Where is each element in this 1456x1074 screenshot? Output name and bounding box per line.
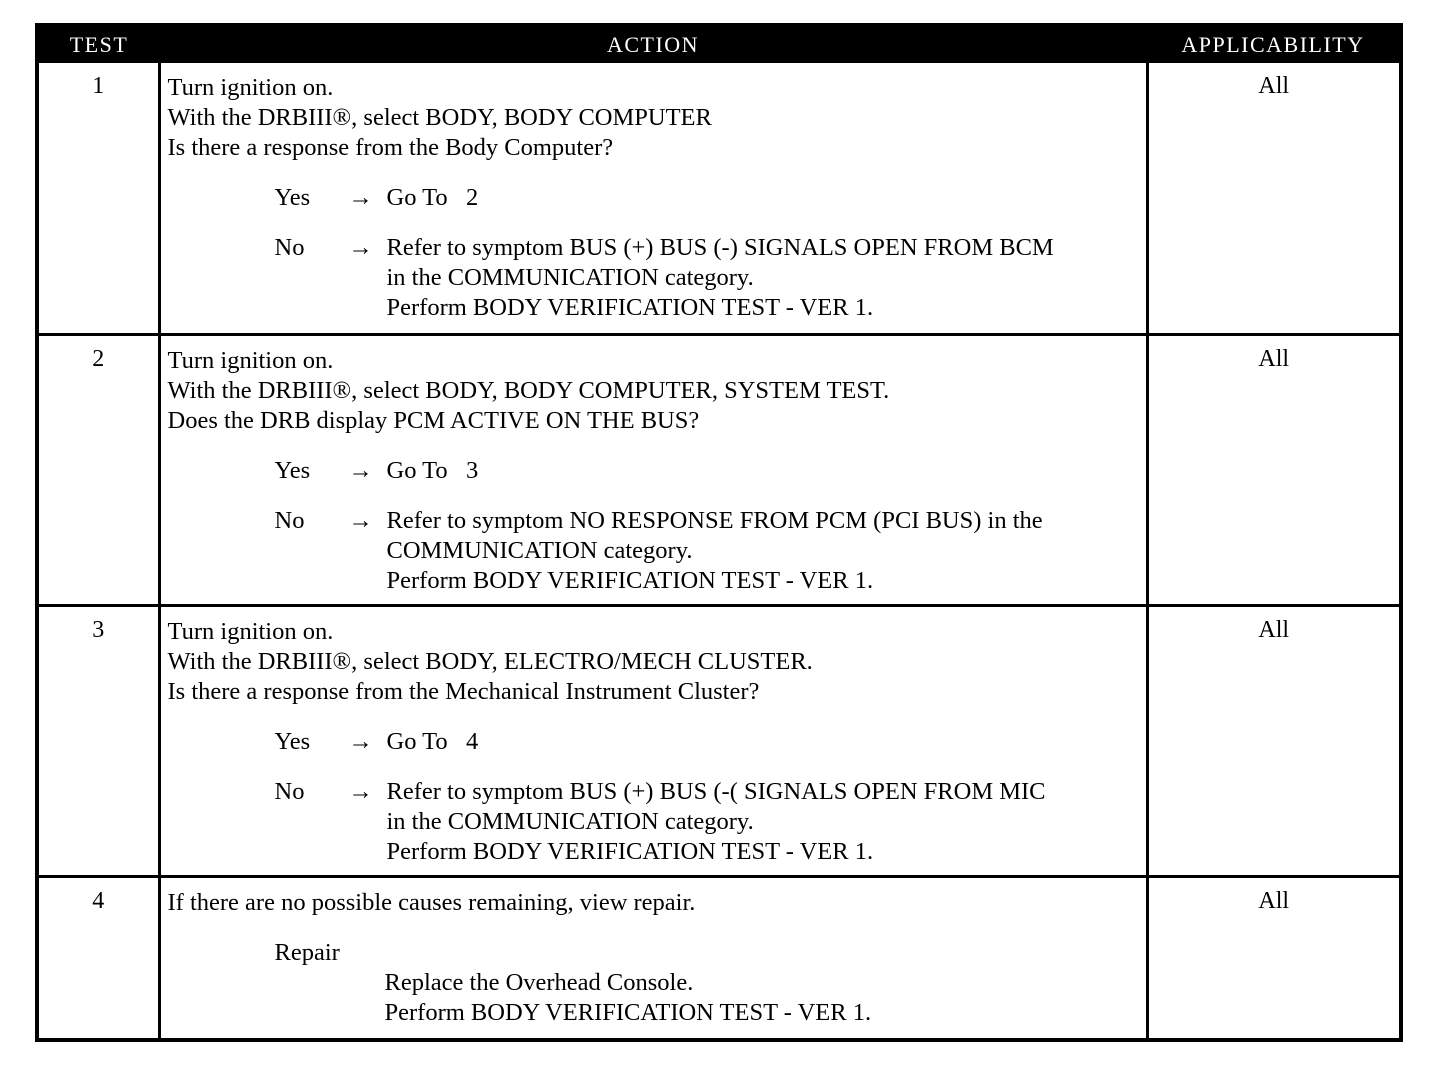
- header-action: ACTION: [159, 27, 1147, 63]
- action-line: Is there a response from the Body Computer?: [167, 134, 614, 161]
- yes-label: Yes: [274, 727, 311, 755]
- arrow-right-icon: →: [348, 234, 373, 261]
- action-line: With the DRBIII®, select BODY, BODY COMPUTER, SYSTEM TEST.: [167, 376, 890, 404]
- no-label: No: [274, 777, 305, 805]
- action-line: With the DRBIII®, select BODY, ELECTRO/MECH CLUSTER.: [167, 647, 813, 675]
- no-instructions: [387, 777, 1046, 867]
- table-row-test-2: [39, 334, 1399, 605]
- goto-link[interactable]: Go To 4: [386, 727, 479, 755]
- header-test: TEST: [39, 27, 159, 63]
- arrow-right-icon: →: [348, 456, 373, 484]
- yes-branch: [275, 456, 1146, 486]
- repair-block: [275, 938, 1146, 1028]
- table-header-row: [39, 27, 1399, 63]
- repair-label: Repair: [274, 938, 340, 966]
- action-cell: [159, 605, 1147, 876]
- action-cell: [159, 876, 1147, 1038]
- arrow-right-icon: →: [348, 184, 373, 211]
- header-applicability: APPLICABILITY: [1147, 27, 1399, 63]
- instruction-line: Refer to symptom BUS (+) BUS (-( SIGNALS OPEN FROM MIC: [386, 777, 1046, 805]
- test-number: 4: [39, 876, 159, 1038]
- instruction-line: in the COMMUNICATION category.: [386, 807, 754, 835]
- goto-link[interactable]: Go To 2: [386, 184, 479, 211]
- yes-label: Yes: [274, 184, 311, 211]
- no-instructions: [387, 233, 1054, 323]
- instruction-line: Refer to symptom NO RESPONSE FROM PCM (PCI BUS) in the: [386, 506, 1043, 534]
- applicability-value: All: [1147, 334, 1399, 605]
- action-line: Is there a response from the Mechanical Instrument Cluster?: [167, 677, 760, 705]
- no-branch: [275, 777, 1146, 867]
- action-cell: [159, 63, 1147, 334]
- instruction-line: Refer to symptom BUS (+) BUS (-) SIGNALS OPEN FROM BCM: [386, 234, 1054, 261]
- no-label: No: [274, 234, 305, 261]
- arrow-right-icon: →: [348, 506, 373, 534]
- applicability-value: All: [1147, 876, 1399, 1038]
- table-row-test-1: [39, 63, 1399, 334]
- action-line: Turn ignition on.: [167, 74, 334, 101]
- yes-branch: [275, 727, 1146, 757]
- action-line: Turn ignition on.: [167, 617, 334, 645]
- goto-link[interactable]: Go To 3: [386, 456, 479, 484]
- test-number: 3: [39, 605, 159, 876]
- repair-line: Perform BODY VERIFICATION TEST - VER 1.: [384, 998, 872, 1026]
- repair-instructions: [385, 968, 1146, 1028]
- no-branch: [275, 233, 1146, 323]
- no-label: No: [274, 506, 305, 534]
- repair-line: Replace the Overhead Console.: [384, 968, 694, 996]
- instruction-line: Perform BODY VERIFICATION TEST - VER 1.: [386, 294, 874, 321]
- test-number: 1: [39, 63, 159, 334]
- test-number: 2: [39, 334, 159, 605]
- instruction-line: in the COMMUNICATION category.: [386, 264, 754, 291]
- diagnostic-test-table: [35, 23, 1403, 1042]
- arrow-right-icon: →: [348, 777, 373, 805]
- table-row-test-4: [39, 876, 1399, 1038]
- instruction-line: COMMUNICATION category.: [386, 536, 693, 564]
- action-line: If there are no possible causes remaining, view repair.: [167, 888, 696, 916]
- yes-branch: [275, 183, 1146, 213]
- action-cell: [159, 334, 1147, 605]
- action-line: Does the DRB display PCM ACTIVE ON THE BUS?: [167, 406, 700, 434]
- applicability-value: All: [1258, 73, 1290, 99]
- instruction-line: Perform BODY VERIFICATION TEST - VER 1.: [386, 566, 874, 594]
- yes-label: Yes: [274, 456, 311, 484]
- applicability-value: All: [1147, 605, 1399, 876]
- no-instructions: [387, 506, 1043, 596]
- instruction-line: Perform BODY VERIFICATION TEST - VER 1.: [386, 837, 874, 865]
- action-line: Turn ignition on.: [167, 346, 334, 374]
- action-line: With the DRBIII®, select BODY, BODY COMPUTER: [167, 104, 712, 131]
- table-row-test-3: [39, 605, 1399, 876]
- arrow-right-icon: →: [348, 727, 373, 755]
- no-branch: [275, 506, 1146, 596]
